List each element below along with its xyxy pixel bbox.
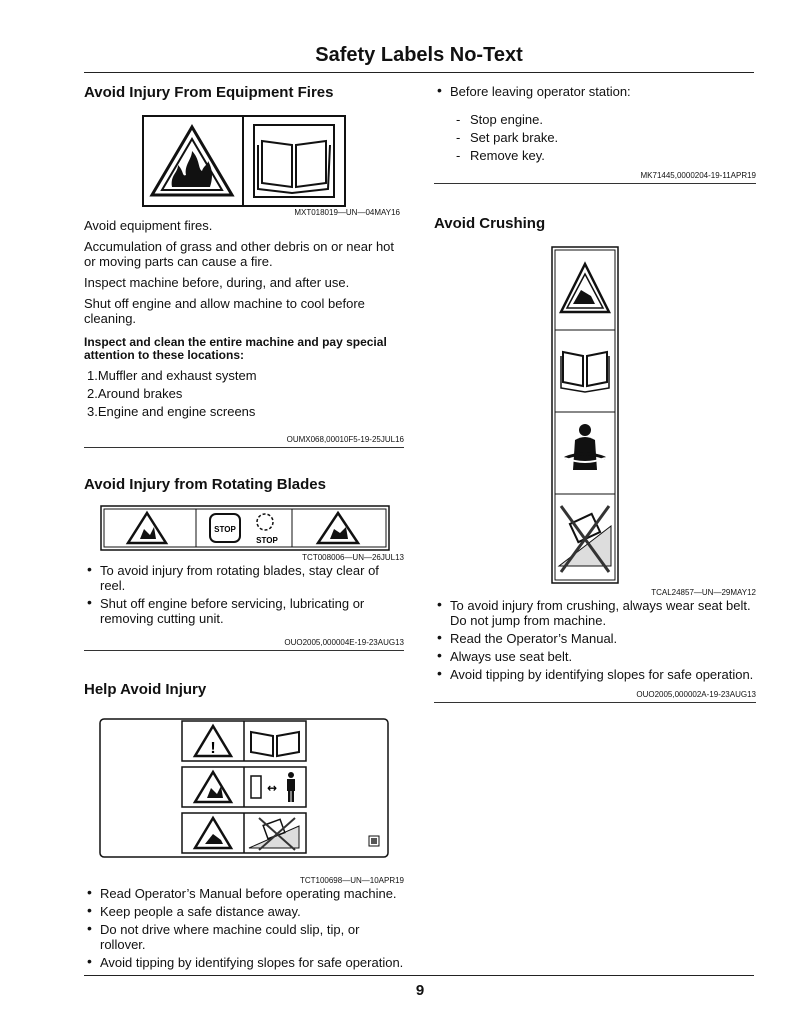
list-item: 2.Around brakes bbox=[87, 386, 183, 401]
list-item: • To avoid injury from crushing, always wear seat belt. Do not jump from machine. bbox=[434, 598, 756, 628]
crushing-doc-ref: OUO2005,000002A-19-23AUG13 bbox=[636, 690, 756, 699]
section-divider bbox=[84, 447, 404, 448]
svg-text:↔: ↔ bbox=[266, 781, 278, 795]
left-column bbox=[84, 78, 404, 973]
page-title: Safety Labels No-Text bbox=[315, 44, 523, 66]
fires-section bbox=[84, 84, 404, 448]
list-item: • Avoid tipping by identifying slopes for safe operation. bbox=[84, 955, 404, 970]
svg-text:!: ! bbox=[210, 740, 216, 757]
blades-heading: Avoid Injury from Rotating Blades bbox=[84, 476, 326, 493]
crushing-bullet-list bbox=[434, 598, 756, 682]
help-section bbox=[84, 681, 404, 970]
rotating-blades-label bbox=[100, 505, 390, 551]
stop-label-text: STOP bbox=[256, 536, 278, 545]
list-item: • To avoid injury from rotating blades, stay clear of reel. bbox=[84, 563, 404, 593]
blades-doc-ref: OUO2005,000004E-19-23AUG13 bbox=[284, 638, 404, 647]
list-item: • Avoid tipping by identifying slopes for safe operation. bbox=[434, 667, 756, 682]
help-heading: Help Avoid Injury bbox=[84, 681, 207, 698]
fires-paragraph: Avoid equipment fires. bbox=[84, 218, 213, 233]
fires-heading: Avoid Injury From Equipment Fires bbox=[84, 84, 334, 101]
list-item: • Always use seat belt. bbox=[434, 649, 756, 664]
page-number: 9 bbox=[415, 982, 425, 999]
label-corner-mark-icon bbox=[369, 836, 379, 846]
fires-bold-note: Inspect and clean the entire machine and pay special attention to these locations: bbox=[84, 335, 387, 362]
blades-section bbox=[84, 476, 404, 651]
crushing-section bbox=[434, 215, 756, 703]
stop-label-text: STOP bbox=[214, 525, 236, 534]
help-bullet-list bbox=[84, 886, 404, 970]
crushing-image-ref: TCAL24857—UN—29MAY12 bbox=[651, 588, 756, 597]
help-image-ref: TCT100698—UN—10APR19 bbox=[299, 876, 404, 885]
section-divider bbox=[84, 650, 404, 651]
crushing-safety-label bbox=[551, 246, 619, 584]
fires-paragraph: Inspect machine before, during, and after use. bbox=[84, 275, 350, 290]
fires-image-ref: MXT018019—UN—04MAY16 bbox=[294, 208, 400, 217]
crushing-heading: Avoid Crushing bbox=[434, 215, 546, 232]
fires-paragraph: Accumulation of grass and other debris on or near hot or moving parts can cause a fire. bbox=[84, 239, 395, 269]
title-rule bbox=[84, 72, 754, 73]
blades-bullet-list bbox=[84, 563, 404, 626]
list-item: • Keep people a safe distance away. bbox=[84, 904, 404, 919]
section-divider bbox=[434, 183, 756, 184]
leaving-doc-ref: MK71445,0000204-19-11APR19 bbox=[640, 171, 756, 180]
fires-doc-ref: OUMX068,00010F5-19-25JUL16 bbox=[286, 435, 404, 444]
list-item: - Stop engine. bbox=[434, 111, 756, 129]
help-avoid-injury-label bbox=[99, 718, 389, 858]
list-item: • Do not drive where machine could slip, tip, or rollover. bbox=[84, 922, 404, 952]
list-item: 1.Muffler and exhaust system bbox=[87, 368, 257, 383]
keep-distance-panel bbox=[182, 767, 306, 807]
right-column bbox=[434, 78, 756, 703]
leaving-station-bullet: • Before leaving operator station: bbox=[434, 84, 756, 99]
list-item: • Read the Operator’s Manual. bbox=[434, 631, 756, 646]
caution-read-manual-panel bbox=[182, 721, 306, 761]
fires-paragraph: Shut off engine and allow machine to cool before cleaning. bbox=[84, 296, 365, 326]
list-item: • Read Operator’s Manual before operating machine. bbox=[84, 886, 404, 901]
blades-image-ref: TCT008006—UN—26JUL13 bbox=[302, 553, 404, 562]
slope-tipping-panel bbox=[182, 813, 306, 853]
list-item: - Set park brake. bbox=[434, 129, 756, 147]
list-item: • Shut off engine before servicing, lubricating or removing cutting unit. bbox=[84, 596, 404, 626]
fires-location-list bbox=[84, 367, 404, 421]
list-item: 3.Engine and engine screens bbox=[87, 404, 256, 419]
footer-rule bbox=[84, 975, 754, 976]
leaving-station-section bbox=[434, 84, 756, 184]
section-divider bbox=[434, 702, 756, 703]
list-item: - Remove key. bbox=[434, 147, 756, 165]
fire-safety-label bbox=[142, 115, 346, 207]
stop-icon bbox=[210, 514, 240, 542]
